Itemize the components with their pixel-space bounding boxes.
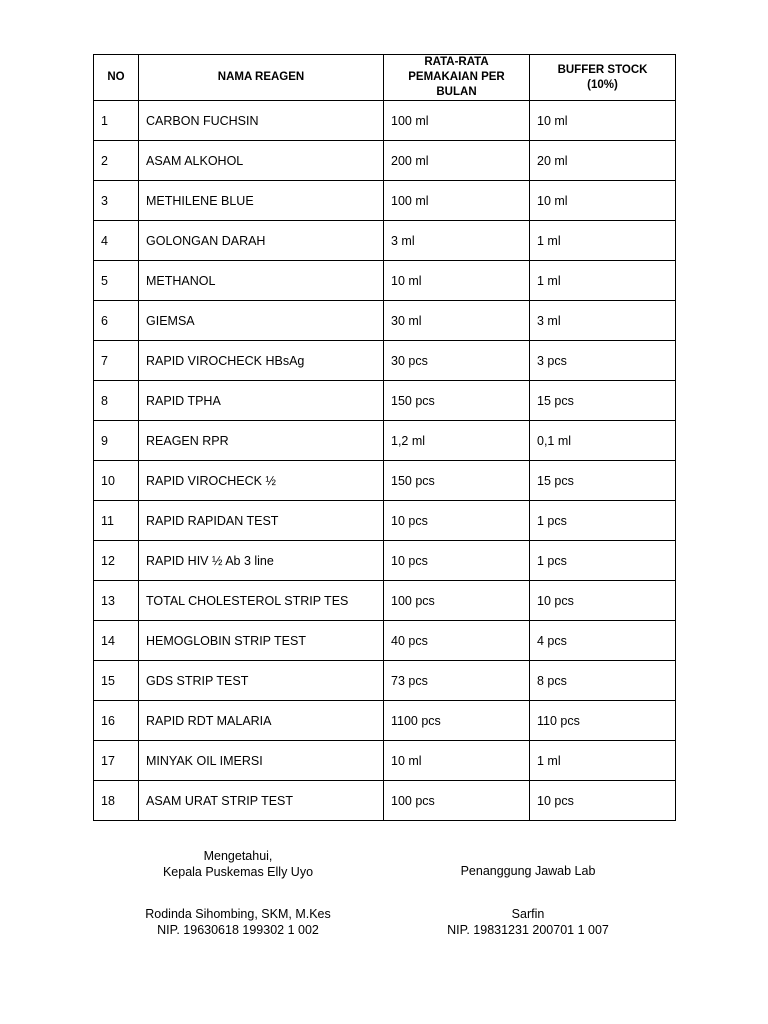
cell-avg: 200 ml bbox=[384, 141, 530, 181]
cell-avg: 10 ml bbox=[384, 261, 530, 301]
table-row bbox=[94, 221, 676, 261]
cell-no: 1 bbox=[94, 101, 139, 141]
cell-no: 4 bbox=[94, 221, 139, 261]
cell-avg: 10 pcs bbox=[384, 541, 530, 581]
cell-avg: 150 pcs bbox=[384, 461, 530, 501]
signature-left-name: Rodinda Sihombing, SKM, M.Kes bbox=[145, 907, 331, 921]
cell-buffer: 10 ml bbox=[530, 181, 676, 221]
cell-no: 13 bbox=[94, 581, 139, 621]
cell-avg: 10 ml bbox=[384, 741, 530, 781]
cell-name: GDS STRIP TEST bbox=[139, 661, 384, 701]
cell-name: METHILENE BLUE bbox=[139, 181, 384, 221]
table-row bbox=[94, 541, 676, 581]
cell-avg: 40 pcs bbox=[384, 621, 530, 661]
cell-name: RAPID RDT MALARIA bbox=[139, 701, 384, 741]
cell-buffer: 3 pcs bbox=[530, 341, 676, 381]
cell-avg: 100 pcs bbox=[384, 781, 530, 821]
cell-no: 5 bbox=[94, 261, 139, 301]
cell-name: MINYAK OIL IMERSI bbox=[139, 741, 384, 781]
cell-name: RAPID VIROCHECK HBsAg bbox=[139, 341, 384, 381]
cell-buffer: 20 ml bbox=[530, 141, 676, 181]
table-row bbox=[94, 261, 676, 301]
signature-right-title: Penanggung Jawab Lab bbox=[460, 864, 596, 878]
cell-no: 14 bbox=[94, 621, 139, 661]
cell-buffer: 10 ml bbox=[530, 101, 676, 141]
cell-name: ASAM URAT STRIP TEST bbox=[139, 781, 384, 821]
table-row bbox=[94, 341, 676, 381]
cell-buffer: 1 pcs bbox=[530, 541, 676, 581]
table-row bbox=[94, 461, 676, 501]
cell-avg: 1100 pcs bbox=[384, 701, 530, 741]
cell-buffer: 15 pcs bbox=[530, 461, 676, 501]
cell-avg: 30 pcs bbox=[384, 341, 530, 381]
table-header-row bbox=[94, 55, 676, 101]
cell-buffer: 3 ml bbox=[530, 301, 676, 341]
cell-name: GOLONGAN DARAH bbox=[139, 221, 384, 261]
cell-no: 16 bbox=[94, 701, 139, 741]
table-row bbox=[94, 701, 676, 741]
signature-right-nip: NIP. 19831231 200701 1 007 bbox=[447, 923, 609, 937]
signature-right-signer bbox=[428, 906, 628, 938]
cell-no: 15 bbox=[94, 661, 139, 701]
cell-avg: 150 pcs bbox=[384, 381, 530, 421]
table-row bbox=[94, 501, 676, 541]
cell-avg: 100 ml bbox=[384, 181, 530, 221]
table-row bbox=[94, 301, 676, 341]
header-buffer-line-2: (10%) bbox=[587, 78, 618, 91]
cell-no: 10 bbox=[94, 461, 139, 501]
cell-name: HEMOGLOBIN STRIP TEST bbox=[139, 621, 384, 661]
cell-buffer: 4 pcs bbox=[530, 621, 676, 661]
cell-avg: 10 pcs bbox=[384, 501, 530, 541]
header-buffer-line-1: BUFFER STOCK bbox=[557, 63, 648, 76]
signature-left-line1: Mengetahui, bbox=[203, 849, 273, 863]
signature-left-nip: NIP. 19630618 199302 1 002 bbox=[157, 923, 319, 937]
cell-buffer: 10 pcs bbox=[530, 781, 676, 821]
cell-avg: 30 ml bbox=[384, 301, 530, 341]
table-row bbox=[94, 381, 676, 421]
signature-left-signer bbox=[138, 906, 338, 938]
table-row bbox=[94, 781, 676, 821]
cell-buffer: 10 pcs bbox=[530, 581, 676, 621]
signature-left-heading bbox=[138, 848, 338, 880]
cell-name: GIEMSA bbox=[139, 301, 384, 341]
cell-name: TOTAL CHOLESTEROL STRIP TES bbox=[139, 581, 384, 621]
table-row bbox=[94, 141, 676, 181]
cell-no: 2 bbox=[94, 141, 139, 181]
cell-no: 3 bbox=[94, 181, 139, 221]
cell-name: REAGEN RPR bbox=[139, 421, 384, 461]
cell-buffer: 1 pcs bbox=[530, 501, 676, 541]
cell-buffer: 15 pcs bbox=[530, 381, 676, 421]
header-name: NAMA REAGEN bbox=[139, 55, 384, 101]
signature-right-name: Sarfin bbox=[511, 907, 545, 921]
cell-no: 6 bbox=[94, 301, 139, 341]
header-avg bbox=[384, 55, 530, 101]
cell-no: 11 bbox=[94, 501, 139, 541]
table-row bbox=[94, 581, 676, 621]
cell-name: ASAM ALKOHOL bbox=[139, 141, 384, 181]
cell-avg: 100 ml bbox=[384, 101, 530, 141]
header-avg-line-3: BULAN bbox=[436, 86, 477, 98]
cell-name: RAPID TPHA bbox=[139, 381, 384, 421]
cell-avg: 73 pcs bbox=[384, 661, 530, 701]
cell-buffer: 1 ml bbox=[530, 221, 676, 261]
cell-no: 12 bbox=[94, 541, 139, 581]
cell-no: 8 bbox=[94, 381, 139, 421]
table-row bbox=[94, 741, 676, 781]
cell-avg: 100 pcs bbox=[384, 581, 530, 621]
signature-right-heading bbox=[428, 863, 628, 879]
cell-avg: 3 ml bbox=[384, 221, 530, 261]
reagent-table bbox=[93, 54, 676, 821]
cell-buffer: 110 pcs bbox=[530, 701, 676, 741]
cell-name: RAPID HIV ½ Ab 3 line bbox=[139, 541, 384, 581]
header-buffer bbox=[530, 55, 676, 101]
table-body bbox=[94, 101, 676, 821]
header-avg-line-2: PEMAKAIAN PER bbox=[408, 71, 505, 83]
table-row bbox=[94, 661, 676, 701]
table-row bbox=[94, 421, 676, 461]
cell-name: RAPID RAPIDAN TEST bbox=[139, 501, 384, 541]
table-row bbox=[94, 101, 676, 141]
table-row bbox=[94, 621, 676, 661]
cell-no: 18 bbox=[94, 781, 139, 821]
header-no: NO bbox=[94, 55, 139, 101]
cell-name: RAPID VIROCHECK ½ bbox=[139, 461, 384, 501]
table-row bbox=[94, 181, 676, 221]
cell-buffer: 8 pcs bbox=[530, 661, 676, 701]
signature-left-line2: Kepala Puskemas Elly Uyo bbox=[162, 865, 314, 879]
cell-no: 17 bbox=[94, 741, 139, 781]
cell-buffer: 1 ml bbox=[530, 261, 676, 301]
cell-buffer: 1 ml bbox=[530, 741, 676, 781]
cell-buffer: 0,1 ml bbox=[530, 421, 676, 461]
header-avg-line-1: RATA-RATA bbox=[424, 56, 489, 68]
cell-avg: 1,2 ml bbox=[384, 421, 530, 461]
cell-name: METHANOL bbox=[139, 261, 384, 301]
cell-no: 7 bbox=[94, 341, 139, 381]
cell-no: 9 bbox=[94, 421, 139, 461]
cell-name: CARBON FUCHSIN bbox=[139, 101, 384, 141]
